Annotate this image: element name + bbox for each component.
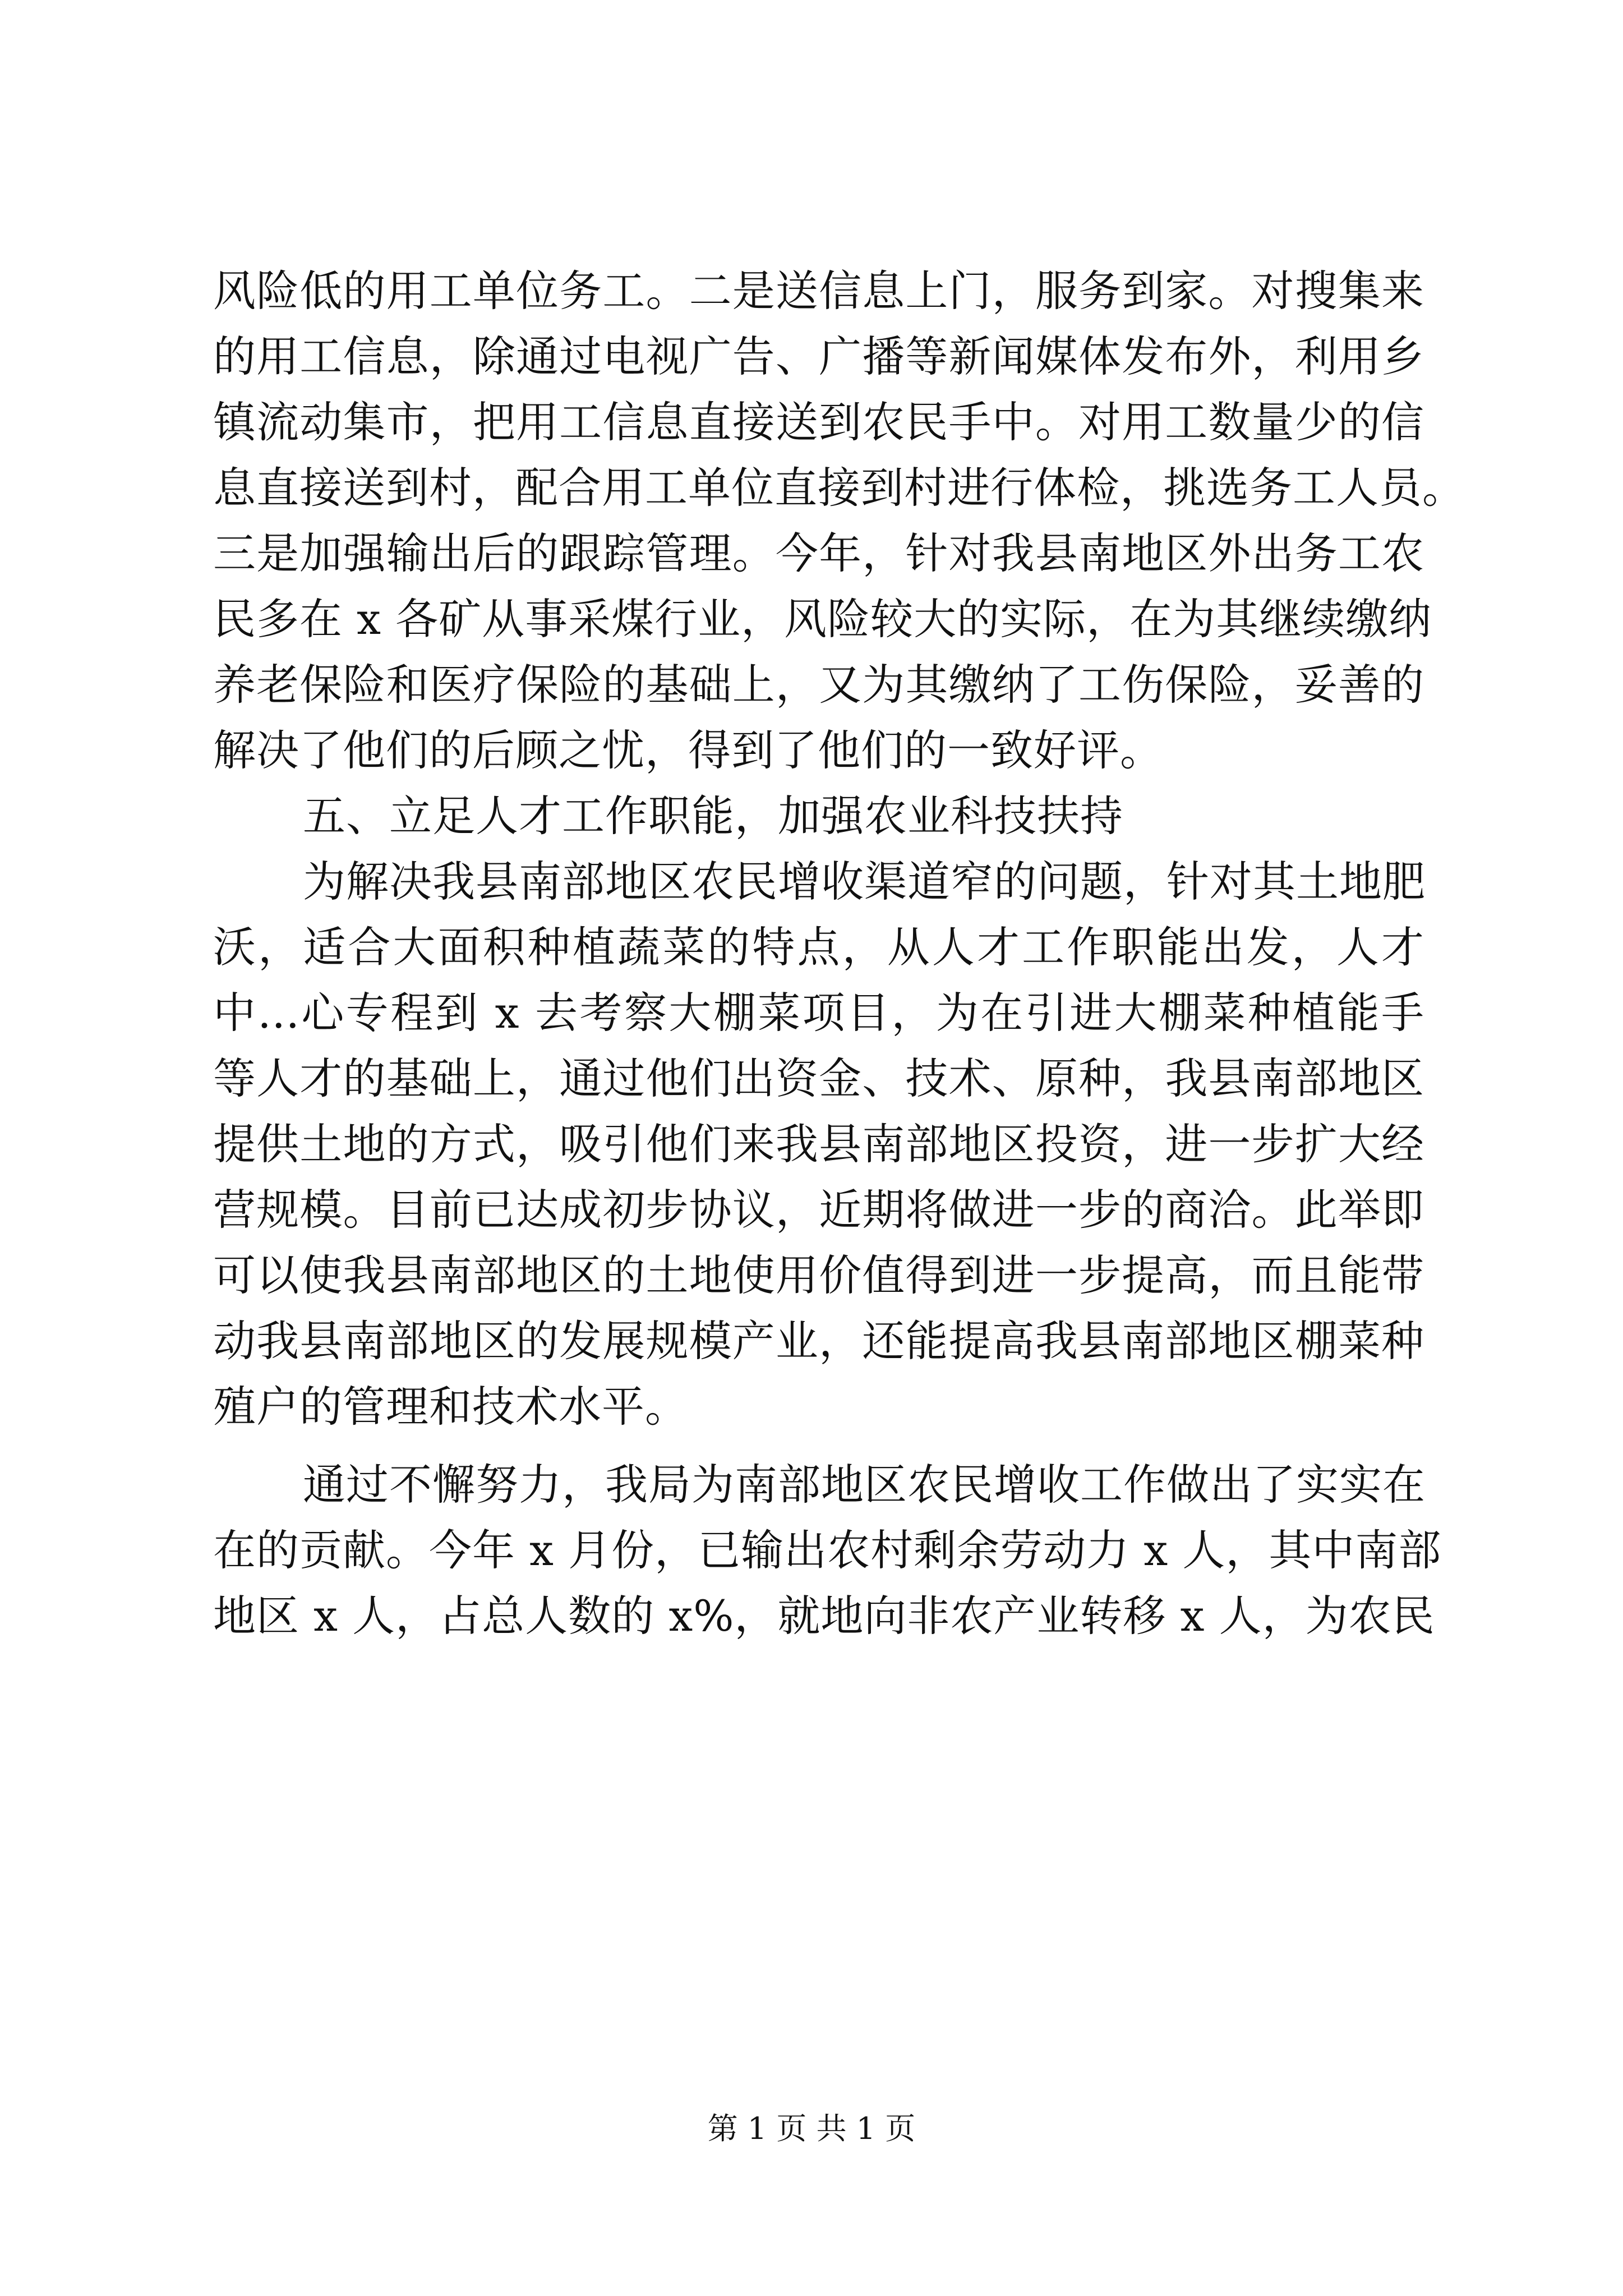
- paragraph-line: 提供土地的方式，吸引他们来我县南部地区投资，进一步扩大经: [213, 1119, 1424, 1169]
- paragraph-line: 殖户的管理和技术水平。: [213, 1382, 688, 1432]
- paragraph-line: 三是加强输出后的跟踪管理。今年，针对我县南地区外出务工农: [213, 528, 1424, 578]
- paragraph-line: 民多在 x 各矿从事采煤行业，风险较大的实际，在为其继续缴纳: [213, 594, 1432, 644]
- paragraph-line: 在的贡献。今年 x 月份，已输出农村剩余劳动力 x 人，其中南部: [213, 1525, 1442, 1575]
- document-body: [213, 258, 1465, 1649]
- paragraph-spacer: [213, 1439, 1424, 1452]
- paragraph-line: 风险低的用工单位务工。二是送信息上门，服务到家。对搜集来: [213, 266, 1424, 316]
- paragraph-line: 为解决我县南部地区农民增收渠道窄的问题，针对其土地肥: [303, 857, 1426, 907]
- paragraph-line: 等人才的基础上，通过他们出资金、技术、原种，我县南部地区: [213, 1053, 1424, 1103]
- section-heading: 五、立足人才工作职能，加强农业科技扶持: [303, 791, 1123, 841]
- paragraph-line: 通过不懈努力，我局为南部地区农民增收工作做出了实实在: [303, 1460, 1426, 1510]
- paragraph-line: 沃，适合大面积种植蔬菜的特点，从人才工作职能出发，人才: [213, 922, 1424, 972]
- paragraph-line: 解决了他们的后顾之忧，得到了他们的一致好评。: [213, 725, 1163, 775]
- paragraph-line: 营规模。目前已达成初步协议，近期将做进一步的商洽。此举即: [213, 1185, 1424, 1235]
- paragraph-line: 中...心专程到 x 去考察大棚菜项目，为在引进大棚菜种植能手: [213, 988, 1424, 1038]
- paragraph-line: 地区 x 人，占总人数的 x%，就地向非农产业转移 x 人，为农民: [213, 1591, 1435, 1641]
- page-footer: 第 1 页 共 1 页: [707, 2111, 916, 2146]
- paragraph-line: 可以使我县南部地区的土地使用价值得到进一步提高，而且能带: [213, 1250, 1424, 1300]
- paragraph-line: 息直接送到村，配合用工单位直接到村进行体检，挑选务工人员。: [213, 463, 1465, 513]
- paragraph-line: 养老保险和医疗保险的基础上，又为其缴纳了工伤保险，妥善的: [213, 660, 1424, 710]
- paragraph-line: 动我县南部地区的发展规模产业，还能提高我县南部地区棚菜种: [213, 1316, 1424, 1366]
- paragraph-line: 的用工信息，除通过电视广告、广播等新闻媒体发布外，利用乡: [213, 332, 1424, 381]
- paragraph-line: 镇流动集市，把用工信息直接送到农民手中。对用工数量少的信: [213, 397, 1424, 447]
